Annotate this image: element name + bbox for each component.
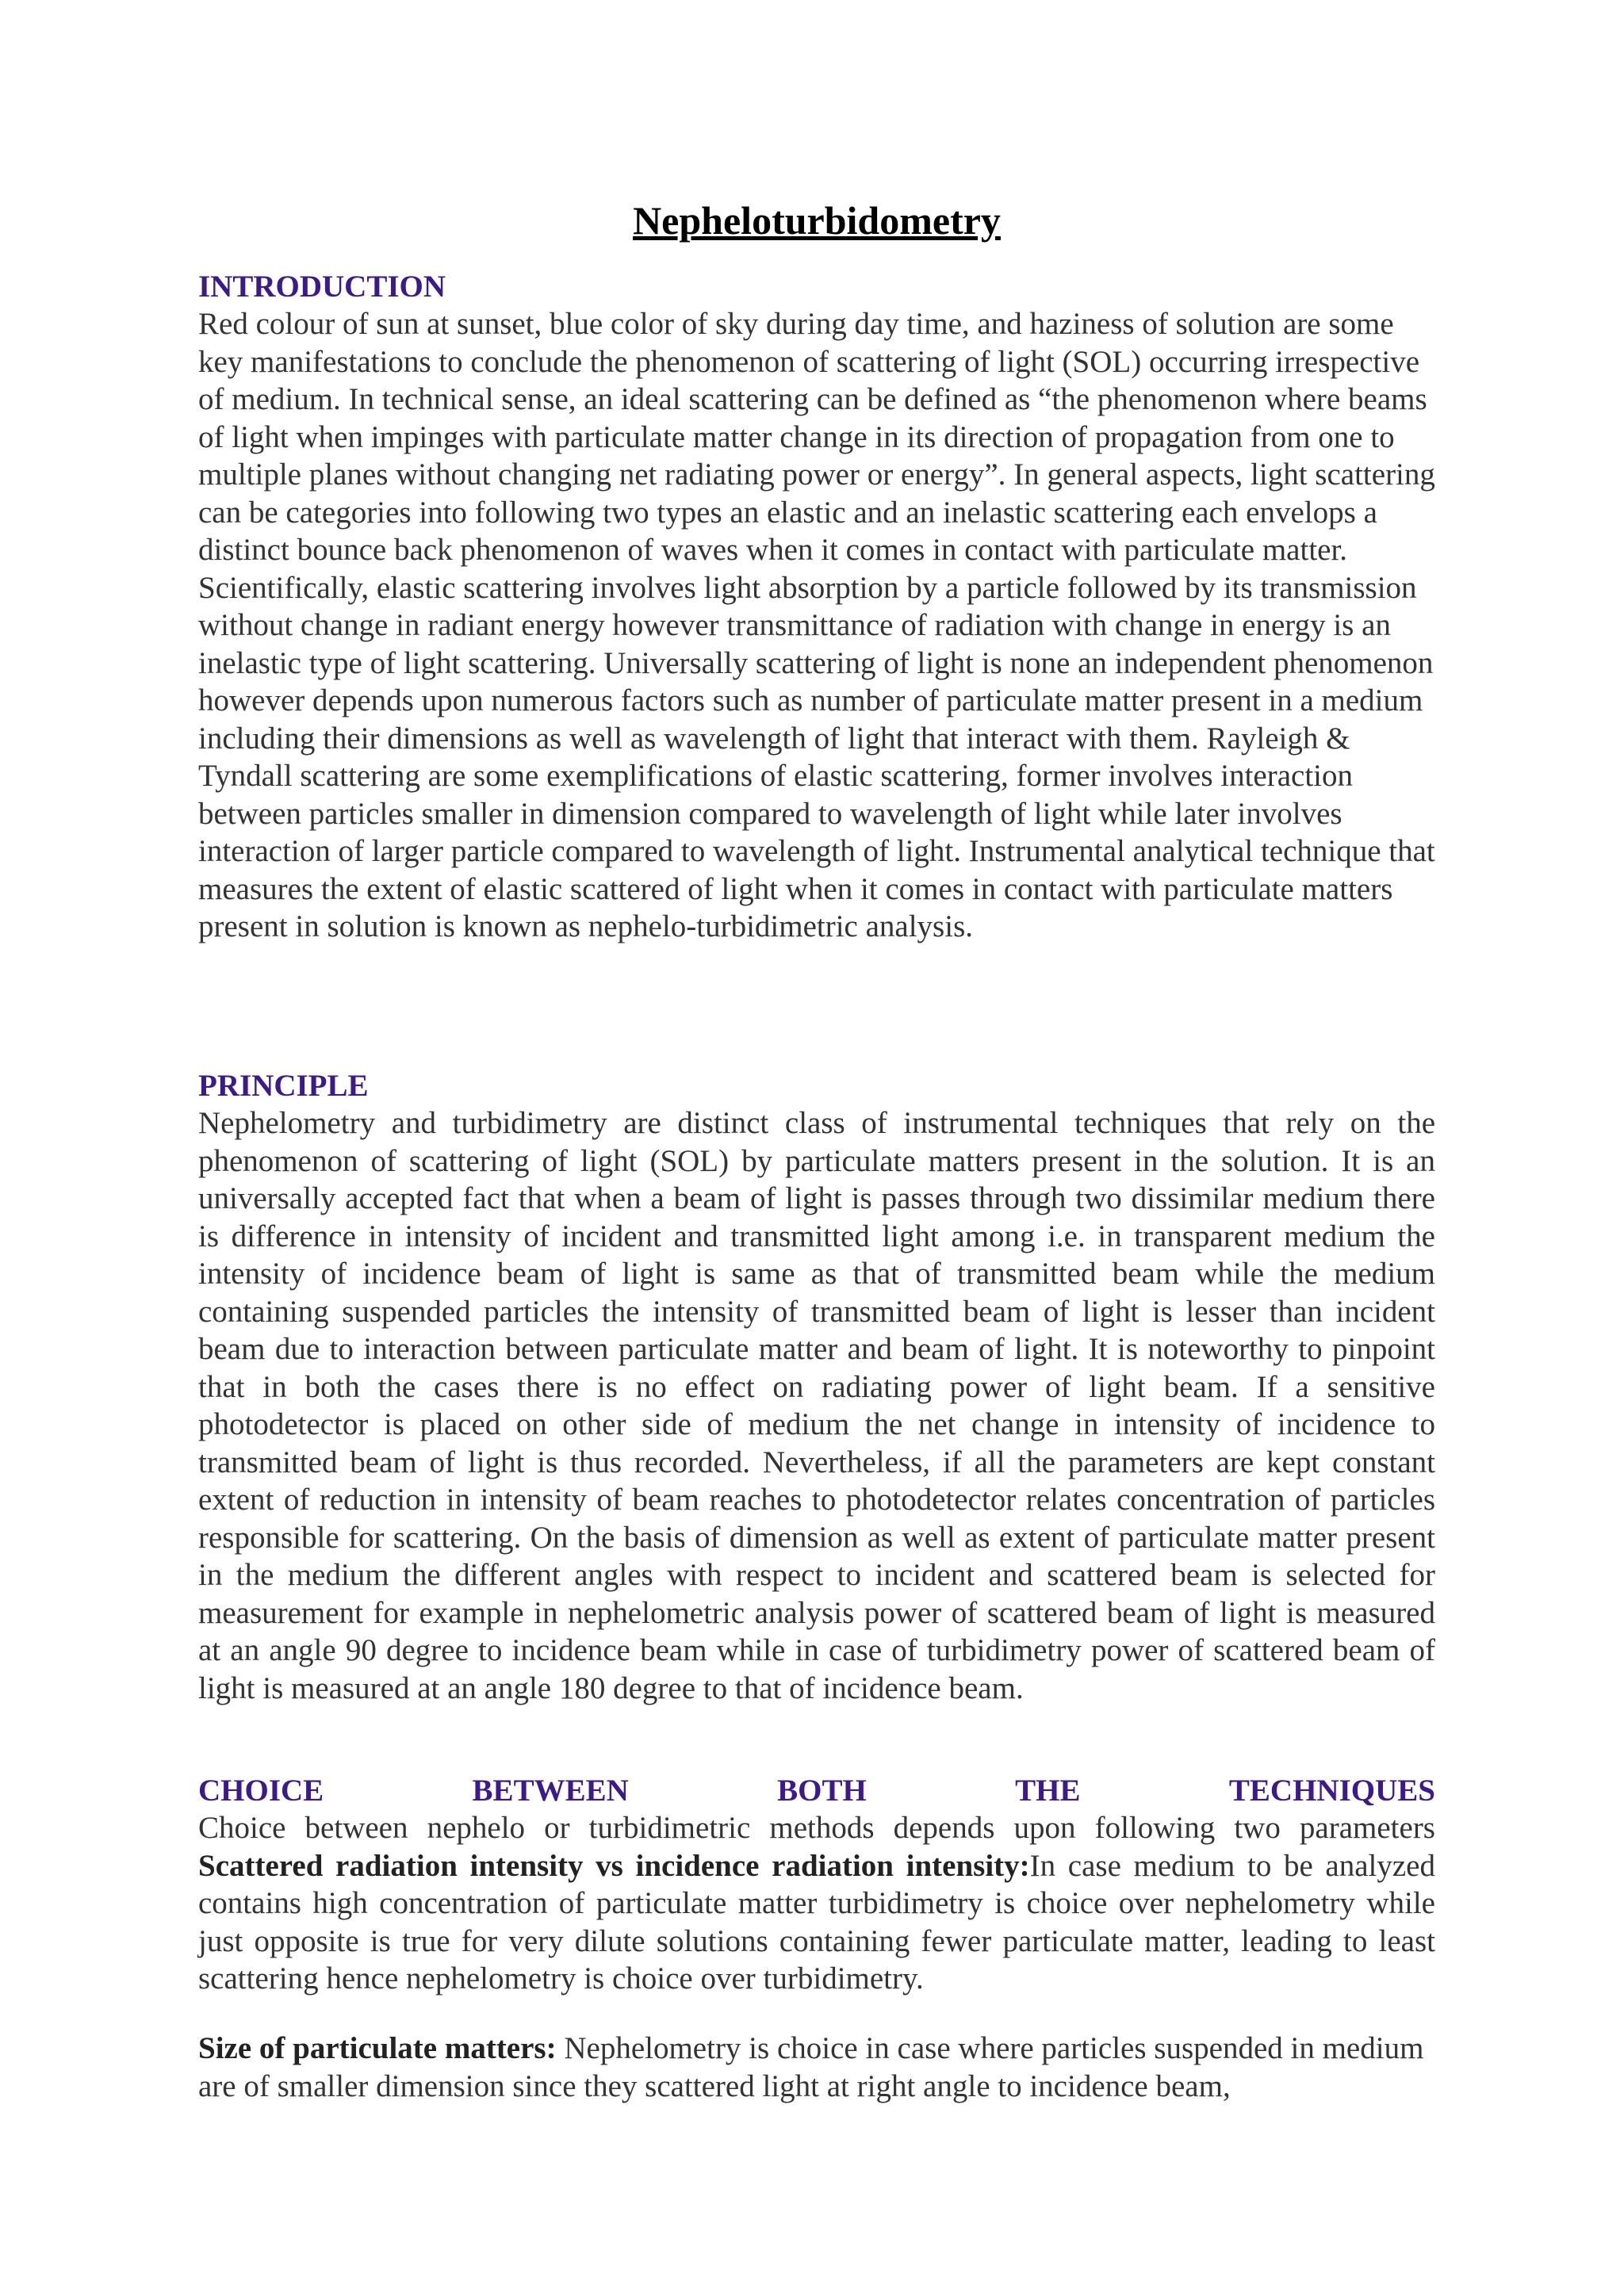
choice-paragraph [198, 1809, 1435, 1998]
scattered-radiation-lead: Scattered radiation intensity vs incidence radiation intensity: [198, 1848, 1030, 1883]
size-paragraph [198, 2030, 1435, 2105]
introduction-heading: INTRODUCTION [198, 270, 446, 304]
principle-section [198, 1067, 1435, 1707]
choice-heading-word: BETWEEN [472, 1774, 629, 1808]
principle-heading: PRINCIPLE [198, 1069, 369, 1103]
scattered-radiation-text: In case medium to be analyzed contains high concentration of particulate matter turbidimetry is choice over nephelometry while just opposite is true for very dilute solutions containing fewer particulate matter, leading to least scattering hence nephelometry is choice over turbidimetry. [198, 1848, 1435, 1996]
choice-heading-word: CHOICE [198, 1774, 324, 1808]
choice-section [198, 1772, 1435, 1998]
size-lead: Size of particulate matters: [198, 2031, 557, 2065]
introduction-paragraph: Red colour of sun at sunset, blue color of sky during day time, and haziness of solution are some key manifestations to conclude the phenomenon of scattering of light (SOL) occurring irrespective of medium. In technical sense, an ideal scattering can be defined as “the phenomenon where beams of light when impinges with particulate matter change in its direction of propagation from one to multiple planes without changing net radiating power or energy”. In general aspects, light scattering can be categories into following two types an elastic and an inelastic scattering each envelops a distinct bounce back phenomenon of waves when it comes in contact with particulate matter. Scientifically, elastic scattering involves light absorption by a particle followed by its transmission without change in radiant energy however transmittance of radiation with change in energy is an inelastic type of light scattering. Universally scattering of light is none an independent phenomenon however depends upon numerous factors such as number of particulate matter present in a medium including their dimensions as well as wavelength of light that interact with them. Rayleigh & Tyndall scattering are some exemplifications of elastic scattering, former involves interaction between particles smaller in dimension compared to wavelength of light while later involves interaction of larger particle compared to wavelength of light. Instrumental analytical technique that measures the extent of elastic scattered of light when it comes in contact with particulate matters present in solution is known as nephelo-turbidimetric analysis. [198, 307, 1435, 943]
choice-heading-word: BOTH [777, 1774, 867, 1808]
page-title: Nepheloturbidometry [633, 198, 1001, 243]
introduction-section [198, 268, 1435, 946]
choice-heading [198, 1772, 1435, 1809]
choice-heading-word: TECHNIQUES [1228, 1774, 1435, 1808]
principle-paragraph: Nephelometry and turbidimetry are distinct class of instrumental techniques that rely on the phenomenon of scattering of light (SOL) by particulate matters present in the solution. It is an universally accepted fact that when a beam of light is passes through two dissimilar medium there is difference in intensity of incident and transmitted light among i.e. in transparent medium the intensity of incidence beam of light is same as that of transmitted beam while the medium containing suspended particles the intensity of transmitted beam of light is lesser than incident beam due to interaction between particulate matter and beam of light. It is noteworthy to pinpoint that in both the cases there is no effect on radiating power of light beam. If a sensitive photodetector is placed on other side of medium the net change in intensity of incidence to transmitted beam of light is thus recorded. Nevertheless, if all the parameters are kept constant extent of reduction in intensity of beam reaches to photodetector relates concentration of particles responsible for scattering. On the basis of dimension as well as extent of particulate matter present in the medium the different angles with respect to incident and scattered beam is selected for measurement for example in nephelometric analysis power of scattered beam of light is measured at an angle 90 degree to incidence beam while in case of turbidimetry power of scattered beam of light is measured at an angle 180 degree to that of incidence beam. [198, 1106, 1435, 1705]
size-section [198, 2030, 1435, 2105]
size-text: Nephelometry is choice in case where particles suspended in medium are of smaller dimension since they scattered light at right angle to incidence beam, [198, 2031, 1424, 2103]
choice-intro-text: Choice between nephelo or turbidimetric methods depends upon following two parameters [198, 1811, 1435, 1845]
choice-heading-word: THE [1015, 1774, 1081, 1808]
